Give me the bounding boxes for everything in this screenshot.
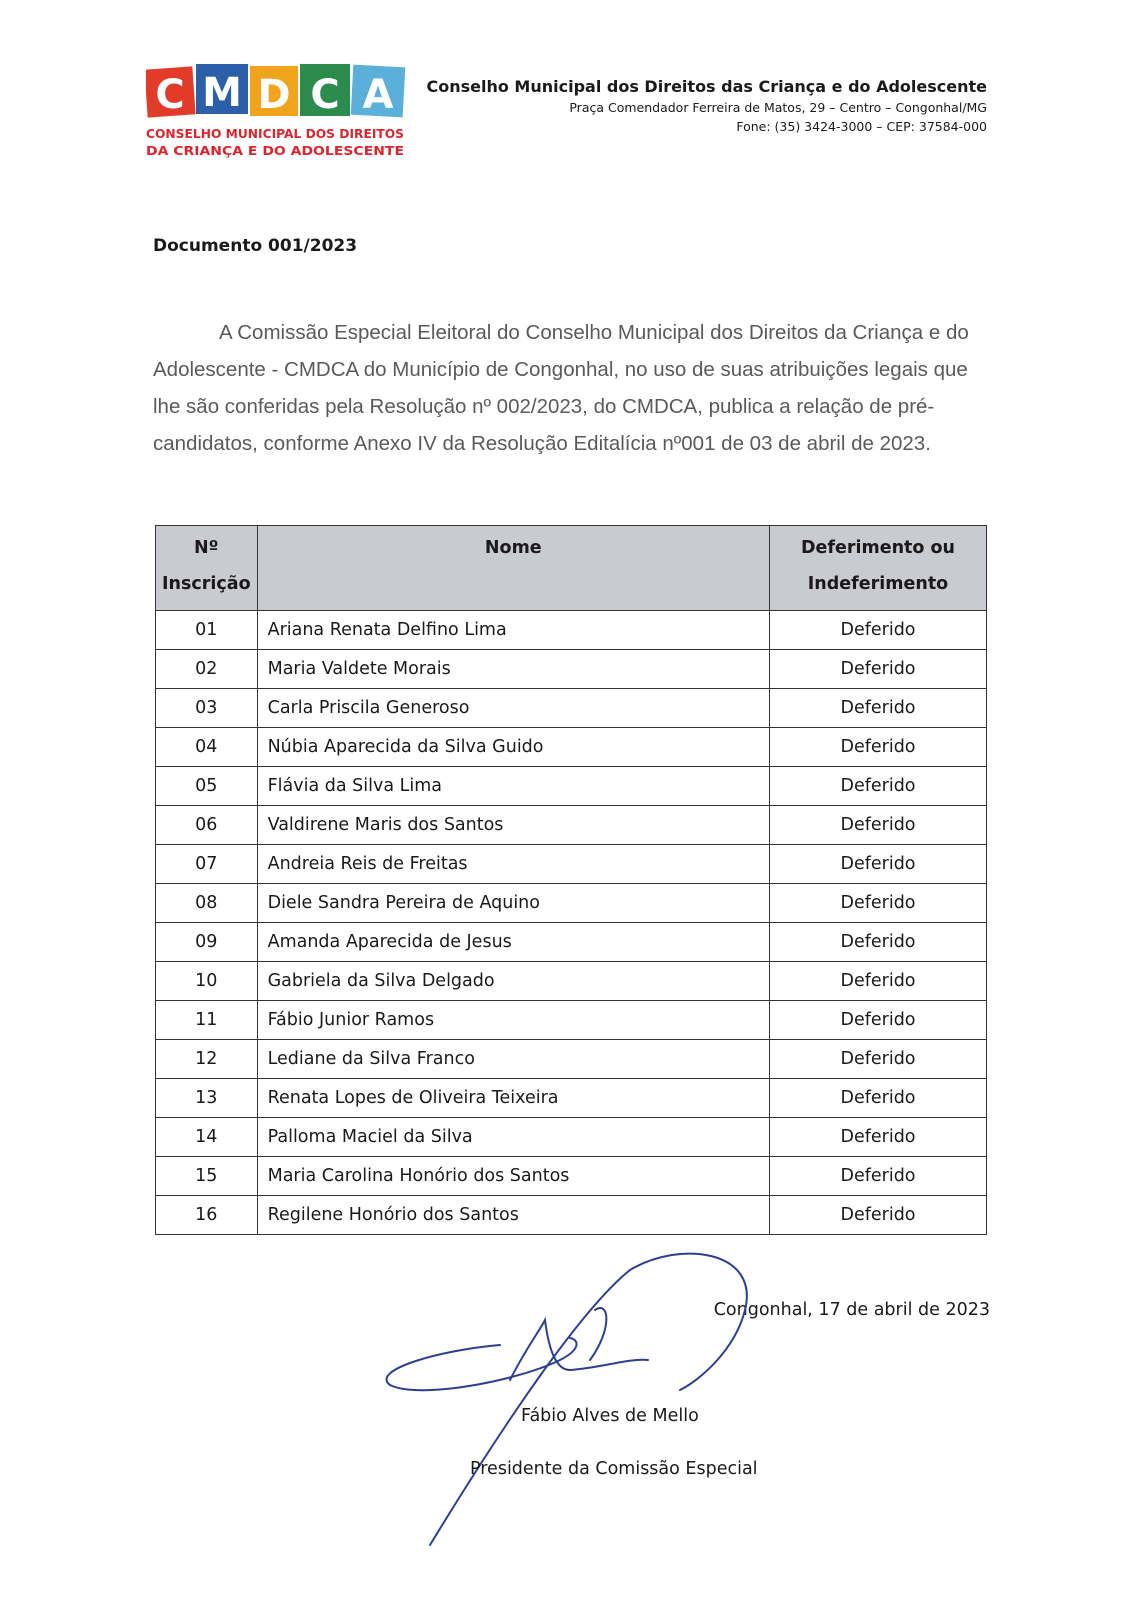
- table-row: [156, 728, 987, 767]
- row-status: Deferido: [770, 923, 987, 962]
- row-name: Amanda Aparecida de Jesus: [257, 923, 769, 962]
- candidates-table: [155, 525, 987, 1235]
- org-address: Praça Comendador Ferreira de Matos, 29 – Centro – Congonhal/MG: [569, 100, 987, 115]
- row-status: Deferido: [770, 884, 987, 923]
- signatory-role: Presidente da Comissão Especial: [470, 1459, 758, 1479]
- header-number-line2: Inscrição: [162, 574, 251, 594]
- row-number: 13: [156, 1079, 258, 1118]
- table-row: [156, 689, 987, 728]
- table-row: [156, 845, 987, 884]
- table-row: [156, 1001, 987, 1040]
- row-number: 12: [156, 1040, 258, 1079]
- row-status: Deferido: [770, 845, 987, 884]
- row-name: Flávia da Silva Lima: [257, 767, 769, 806]
- row-name: Carla Priscila Generoso: [257, 689, 769, 728]
- header-status-line2: Indeferimento: [807, 574, 949, 594]
- table-row: [156, 806, 987, 845]
- row-name: Fábio Junior Ramos: [257, 1001, 769, 1040]
- row-status: Deferido: [770, 1157, 987, 1196]
- row-number: 03: [156, 689, 258, 728]
- table-row: [156, 923, 987, 962]
- svg-text:M: M: [202, 70, 242, 116]
- table-row: [156, 1079, 987, 1118]
- table-header-row: [156, 526, 987, 611]
- row-name: Andreia Reis de Freitas: [257, 845, 769, 884]
- row-status: Deferido: [770, 1079, 987, 1118]
- row-number: 09: [156, 923, 258, 962]
- row-status: Deferido: [770, 1040, 987, 1079]
- cmdca-logo: [146, 62, 416, 166]
- intro-paragraph: A Comissão Especial Eleitoral do Conselho Municipal dos Direitos da Criança e do Adolescente - CMDCA do Município de Congonhal, no uso de suas atribuições legais que lhe são conferidas pela Resolução nº 002/2023, do CMDCA, publica a relação de pré-candidatos, conforme Anexo IV da Resolução Editalícia nº001 de 03 de abril de 2023.: [153, 321, 969, 455]
- header-number-line1: Nº: [194, 538, 219, 558]
- svg-text:D: D: [257, 72, 291, 118]
- row-number: 14: [156, 1118, 258, 1157]
- row-name: Maria Carolina Honório dos Santos: [257, 1157, 769, 1196]
- logo-letter-blocks: [146, 64, 405, 118]
- table-row: [156, 650, 987, 689]
- row-status: Deferido: [770, 611, 987, 650]
- row-status: Deferido: [770, 767, 987, 806]
- row-name: Lediane da Silva Franco: [257, 1040, 769, 1079]
- row-status: Deferido: [770, 650, 987, 689]
- row-number: 01: [156, 611, 258, 650]
- row-number: 05: [156, 767, 258, 806]
- row-number: 08: [156, 884, 258, 923]
- handwritten-signature: [380, 1250, 770, 1550]
- svg-text:C: C: [310, 72, 340, 118]
- header-number: [156, 526, 258, 611]
- row-status: Deferido: [770, 728, 987, 767]
- row-name: Regilene Honório dos Santos: [257, 1196, 769, 1235]
- org-name: Conselho Municipal dos Direitos das Criança e do Adolescente: [426, 77, 987, 96]
- row-name: Gabriela da Silva Delgado: [257, 962, 769, 1001]
- signatory-name: Fábio Alves de Mello: [521, 1406, 699, 1426]
- row-name: Núbia Aparecida da Silva Guido: [257, 728, 769, 767]
- table-row: [156, 611, 987, 650]
- row-status: Deferido: [770, 1196, 987, 1235]
- row-number: 11: [156, 1001, 258, 1040]
- row-number: 15: [156, 1157, 258, 1196]
- row-status: Deferido: [770, 1001, 987, 1040]
- row-name: Diele Sandra Pereira de Aquino: [257, 884, 769, 923]
- table-row: [156, 1196, 987, 1235]
- header-info: [426, 76, 987, 136]
- row-name: Palloma Maciel da Silva: [257, 1118, 769, 1157]
- row-number: 06: [156, 806, 258, 845]
- row-status: Deferido: [770, 962, 987, 1001]
- table-row: [156, 962, 987, 1001]
- svg-text:A: A: [362, 72, 394, 118]
- table-row: [156, 1040, 987, 1079]
- row-name: Valdirene Maris dos Santos: [257, 806, 769, 845]
- row-name: Maria Valdete Morais: [257, 650, 769, 689]
- org-contact: Fone: (35) 3424-3000 – CEP: 37584-000: [736, 119, 987, 134]
- row-status: Deferido: [770, 806, 987, 845]
- row-name: Ariana Renata Delfino Lima: [257, 611, 769, 650]
- logo-subtitle-line1: CONSELHO MUNICIPAL DOS DIREITOS: [146, 126, 404, 141]
- row-number: 16: [156, 1196, 258, 1235]
- logo-subtitle-line2: DA CRIANÇA E DO ADOLESCENTE: [146, 143, 404, 158]
- table-row: [156, 884, 987, 923]
- table-row: [156, 1118, 987, 1157]
- row-number: 02: [156, 650, 258, 689]
- svg-text:C: C: [155, 72, 185, 118]
- header-name: Nome: [257, 526, 769, 611]
- row-number: 10: [156, 962, 258, 1001]
- header-status: [770, 526, 987, 611]
- row-name: Renata Lopes de Oliveira Teixeira: [257, 1079, 769, 1118]
- place-date: Congonhal, 17 de abril de 2023: [713, 1300, 990, 1320]
- row-number: 07: [156, 845, 258, 884]
- document-title: Documento 001/2023: [153, 236, 358, 256]
- table-row: [156, 1157, 987, 1196]
- table-row: [156, 767, 987, 806]
- row-number: 04: [156, 728, 258, 767]
- row-status: Deferido: [770, 1118, 987, 1157]
- row-status: Deferido: [770, 689, 987, 728]
- header-status-line1: Deferimento ou: [800, 538, 956, 558]
